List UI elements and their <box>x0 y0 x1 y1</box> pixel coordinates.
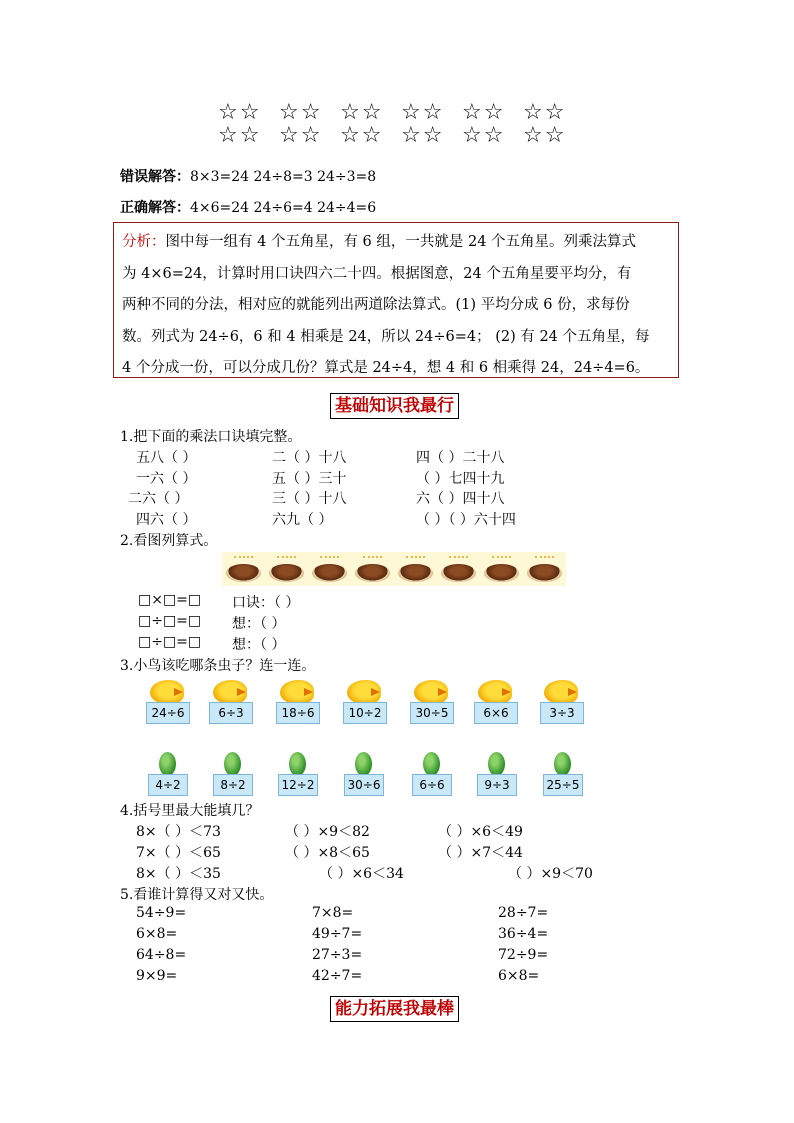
worm-label: 25÷5 <box>543 774 583 796</box>
q2-title: 2.看图列算式。 <box>120 533 218 549</box>
q1-cell: 六九（ ） <box>272 512 333 528</box>
analysis-line: 两种不同的分法，相对应的就能列出两道除法算式。(1) 平均分成 6 份，求每份 <box>122 297 630 313</box>
q5-cell: 7×8= <box>312 905 354 921</box>
q2-blank: （ ） <box>260 637 286 653</box>
q2-hint-label: 口诀： <box>232 595 274 611</box>
cake-image <box>265 552 308 586</box>
star-group: ☆☆ <box>401 100 445 125</box>
bird[interactable] <box>144 678 190 726</box>
worm-label: 30÷6 <box>344 774 384 796</box>
q4-title: 4.括号里最大能填几？ <box>120 803 260 819</box>
star-group: ☆☆ <box>462 123 506 148</box>
bird-label: 30÷5 <box>410 702 454 724</box>
analysis-label: 分析： <box>122 234 166 250</box>
q2-equation: □×□=□ <box>138 592 202 608</box>
q5-cell: 42÷7= <box>312 968 363 984</box>
worm-label: 4÷2 <box>148 774 188 796</box>
analysis-line: 图中每一组有 4 个五角星，有 6 组，一共就是 24 个五角星。列乘法算式 <box>165 234 637 250</box>
worm[interactable] <box>278 750 318 796</box>
q2-blank: （ ） <box>260 616 286 632</box>
star-group: ☆☆ <box>462 100 506 125</box>
bird[interactable] <box>538 678 584 726</box>
worm[interactable] <box>477 750 517 796</box>
bird[interactable] <box>472 678 518 726</box>
cake-image <box>523 552 566 586</box>
q5-cell: 64÷8= <box>136 947 187 963</box>
analysis-box <box>113 222 679 378</box>
worm-label: 12÷2 <box>278 774 318 796</box>
q4-cell: 8×（ ）＜73 <box>136 824 221 840</box>
star-group: ☆☆ <box>218 100 262 125</box>
star-group: ☆☆ <box>218 123 262 148</box>
right-answer-text: 4×6=24 24÷6=4 24÷4=6 <box>190 200 377 216</box>
bird[interactable] <box>274 678 320 726</box>
q5-cell: 6×8= <box>498 968 540 984</box>
q5-cell: 54÷9= <box>136 905 187 921</box>
q1-cell: 一六（ ） <box>136 471 197 487</box>
q1-cell: 五八（ ） <box>136 450 197 466</box>
q1-cell: 四六（ ） <box>136 512 197 528</box>
worm[interactable] <box>213 750 253 796</box>
analysis-line: 4 个分成一份，可以分成几份？算式是 24÷4，想 4 和 6 相乘得 24，24÷4=6。 <box>122 360 650 376</box>
star-group: ☆☆ <box>401 123 445 148</box>
q2-row <box>232 613 285 633</box>
right-answer <box>120 197 376 217</box>
q5-cell: 49÷7= <box>312 926 363 942</box>
worm-label: 9÷3 <box>477 774 517 796</box>
q2-row <box>138 613 201 629</box>
wrong-answer <box>120 166 376 186</box>
worm[interactable] <box>148 750 188 796</box>
q1-cell: 六（ ）四十八 <box>416 491 505 507</box>
q2-row <box>138 592 201 608</box>
bird[interactable] <box>207 678 253 726</box>
worm-label: 8÷2 <box>213 774 253 796</box>
q4-cell: （ ）×6＜49 <box>438 824 523 840</box>
q4-cell: 7×（ ）＜65 <box>136 845 221 861</box>
section-title-basic: 基础知识我最行 <box>330 393 459 419</box>
worm[interactable] <box>543 750 583 796</box>
bird-label: 6×6 <box>474 702 518 724</box>
wrong-answer-text: 8×3=24 24÷8=3 24÷3=8 <box>190 169 377 185</box>
q2-row <box>138 634 201 650</box>
star-group: ☆☆ <box>279 123 323 148</box>
star-group: ☆☆ <box>523 123 567 148</box>
q5-cell: 36÷4= <box>498 926 549 942</box>
bird[interactable] <box>408 678 454 726</box>
q5-title: 5.看谁计算得又对又快。 <box>120 887 274 903</box>
q4-cell: （ ）×8＜65 <box>285 845 370 861</box>
q1-cell: 五（ ）三十 <box>272 471 347 487</box>
q2-row <box>232 592 299 612</box>
analysis-line: 数。列式为 24÷6，6 和 4 相乘是 24，所以 24÷6=4； (2) 有 24 个五角星，每 <box>122 328 650 345</box>
cake-image <box>480 552 523 586</box>
star-group: ☆☆ <box>523 100 567 125</box>
q4-cell: 8×（ ）＜35 <box>136 866 221 882</box>
q4-cell: （ ）×9＜70 <box>508 866 593 882</box>
cake-image <box>394 552 437 586</box>
worm-label: 6÷6 <box>412 774 452 796</box>
q4-cell: （ ）×9＜82 <box>285 824 370 840</box>
analysis-line: 为 4×6=24，计算时用口诀四六二十四。根据图意，24 个五角星要平均分，有 <box>122 265 632 282</box>
q1-cell: 二六（ ） <box>128 491 189 507</box>
q1-cell: （ ）七四十九 <box>416 471 505 487</box>
bird-label: 3÷3 <box>540 702 584 724</box>
q5-cell: 72÷9= <box>498 947 549 963</box>
cake-strip <box>222 552 566 586</box>
right-answer-label: 正确解答： <box>120 200 190 216</box>
q1-cell: 四（ ）二十八 <box>416 450 505 466</box>
q5-cell: 6×8= <box>136 926 178 942</box>
wrong-answer-label: 错误解答： <box>120 169 190 185</box>
q3-title: 3.小鸟该吃哪条虫子？连一连。 <box>120 658 316 674</box>
cake-image <box>222 552 265 586</box>
q1-cell: 三（ ）十八 <box>272 491 347 507</box>
bird-label: 6÷3 <box>209 702 253 724</box>
q5-cell: 28÷7= <box>498 905 549 921</box>
q2-equation: □÷□=□ <box>138 613 202 629</box>
star-row-1 <box>218 100 584 125</box>
q5-cell: 9×9= <box>136 968 178 984</box>
worm[interactable] <box>344 750 384 796</box>
q1-cell: 二（ ）十八 <box>272 450 347 466</box>
cake-image <box>437 552 480 586</box>
star-row-2 <box>218 123 584 148</box>
bird-label: 18÷6 <box>276 702 320 724</box>
cake-image <box>351 552 394 586</box>
q2-equation: □÷□=□ <box>138 634 202 650</box>
q2-hint-label: 想： <box>232 637 260 653</box>
q4-cell: （ ）×6＜34 <box>319 866 404 882</box>
q5-cell: 27÷3= <box>312 947 363 963</box>
bird-label: 24÷6 <box>146 702 190 724</box>
q2-row <box>232 634 285 654</box>
star-group: ☆☆ <box>279 100 323 125</box>
bird[interactable] <box>341 678 387 726</box>
q1-cell: （ ）（ ）六十四 <box>416 512 516 528</box>
cake-image <box>308 552 351 586</box>
q2-hint-label: 想： <box>232 616 260 632</box>
bird-label: 10÷2 <box>343 702 387 724</box>
worm[interactable] <box>412 750 452 796</box>
star-group: ☆☆ <box>340 123 384 148</box>
q4-cell: （ ）×7＜44 <box>438 845 523 861</box>
q1-title: 1.把下面的乘法口诀填完整。 <box>120 429 302 445</box>
q2-blank: （ ） <box>274 595 300 611</box>
section-title-extension: 能力拓展我最棒 <box>330 996 459 1022</box>
star-group: ☆☆ <box>340 100 384 125</box>
